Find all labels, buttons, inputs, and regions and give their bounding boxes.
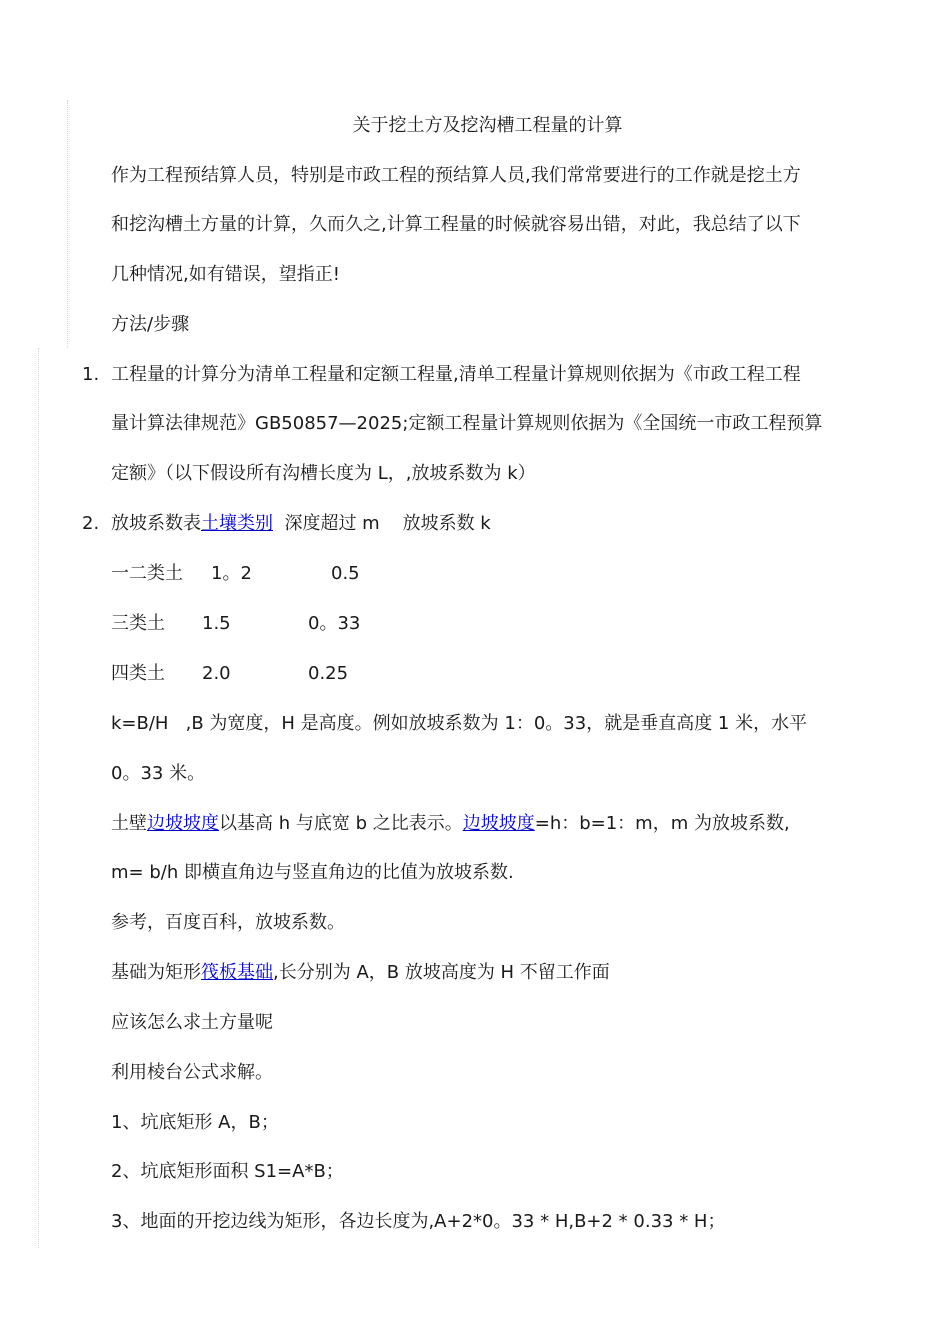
item1-line-3: 定额》（以下假设所有沟槽长度为 L，,放坡系数为 k）: [111, 463, 536, 484]
slope-part-3: =h：b=1：m，m 为放坡系数,: [534, 813, 790, 834]
list-number-1: 1.: [82, 364, 100, 385]
soil-type-link[interactable]: 土壤类别: [201, 513, 273, 534]
margin-rule-bottom: [38, 348, 39, 1248]
slope-part-2: 以基高 h 与底宽 b 之比表示。: [219, 813, 463, 834]
intro-line-1: 作为工程预结算人员，特别是市政工程的预结算人员,我们常常要进行的工作就是挖土方: [111, 165, 801, 186]
table-soil-2: 三类土: [111, 613, 165, 634]
step-2: 2、坑底矩形面积 S1=A*B；: [111, 1161, 344, 1182]
intro-line-2: 和挖沟槽土方量的计算，久而久之,计算工程量的时候就容易出错，对此，我总结了以下: [111, 214, 801, 235]
k-definition-line-2: 0。33 米。: [111, 763, 206, 784]
k-definition-line-1: k=B/H ,B 为宽度，H 是高度。例如放坡系数为 1：0。33，就是垂直高度 1 米，水平: [111, 713, 808, 734]
foundation-line: [111, 960, 610, 986]
item2-line: [111, 511, 491, 537]
item1-line-2: 量计算法律规范》GB50857—2025;定额工程量计算规则依据为《全国统一市政工程预算: [111, 413, 823, 434]
document-title: 关于挖土方及挖沟槽工程量的计算: [352, 115, 623, 136]
list-number-2: 2.: [82, 513, 100, 534]
slope-line: [111, 811, 790, 837]
method-heading: 方法/步骤: [111, 314, 190, 335]
table-soil-1: 一二类土: [111, 563, 183, 584]
table-coef-2: 0。33: [308, 613, 361, 634]
slope-gradient-link-1[interactable]: 边坡坡度: [147, 813, 219, 834]
table-soil-3: 四类土: [111, 663, 165, 684]
slope-gradient-link-2[interactable]: 边坡坡度: [462, 813, 535, 834]
question-line: 应该怎么求土方量呢: [111, 1012, 273, 1033]
item2-suffix: 深度超过 m 放坡系数 k: [273, 513, 491, 534]
item1-line-1: 工程量的计算分为清单工程量和定额工程量,清单工程量计算规则依据为《市政工程工程: [111, 364, 801, 385]
table-depth-3: 2.0: [202, 663, 231, 684]
solve-line: 利用棱台公式求解。: [111, 1062, 273, 1083]
table-coef-3: 0.25: [308, 663, 349, 684]
intro-line-3: 几种情况,如有错误，望指正!: [111, 264, 340, 285]
table-depth-2: 1.5: [202, 613, 231, 634]
table-coef-1: 0.5: [331, 563, 360, 584]
slope-part-1: 土壁: [111, 813, 147, 834]
foundation-part-2: ,长分别为 A，B 放坡高度为 H 不留工作面: [273, 962, 610, 983]
m-definition: m= b/h 即横直角边与竖直角边的比值为放坡系数.: [111, 862, 514, 883]
step-1: 1、坑底矩形 A，B；: [111, 1112, 279, 1133]
step-3: 3、地面的开挖边线为矩形，各边长度为,A+2*0。33 * H,B+2 * 0.33 * H；: [111, 1211, 726, 1232]
reference-line: 参考，百度百科，放坡系数。: [111, 912, 345, 933]
table-depth-1: 1。2: [211, 563, 252, 584]
foundation-part-1: 基础为矩形: [111, 962, 201, 983]
raft-foundation-link[interactable]: 筏板基础: [201, 962, 273, 983]
item2-prefix: 放坡系数表: [111, 513, 201, 534]
